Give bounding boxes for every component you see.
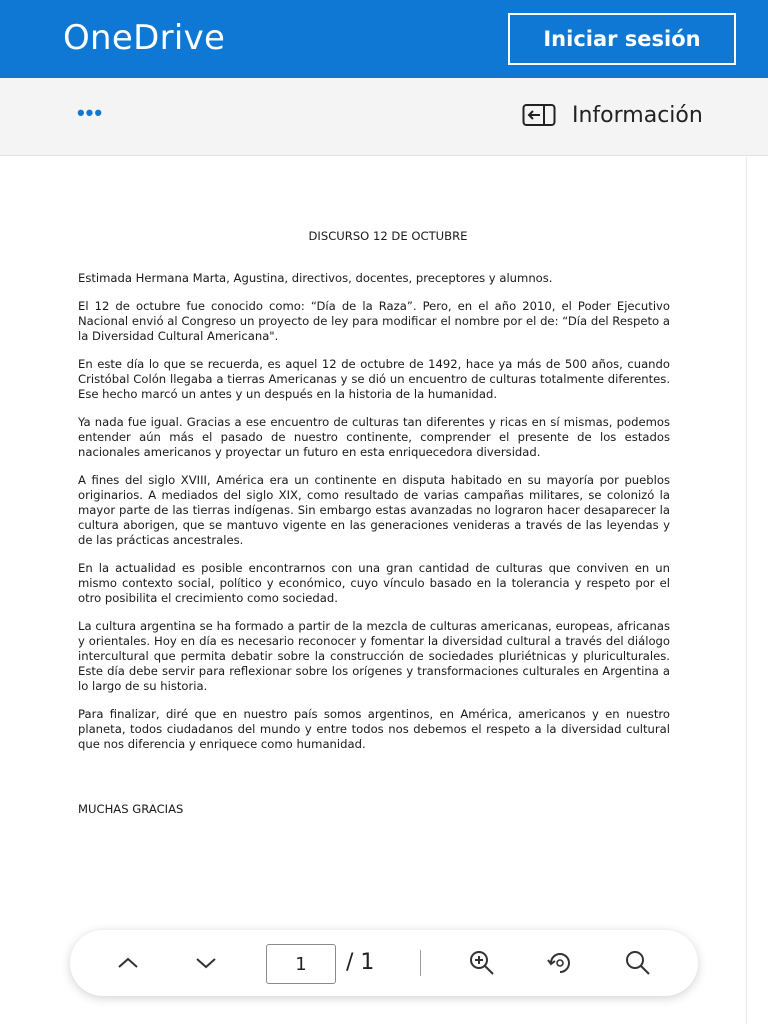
search-icon bbox=[624, 949, 652, 977]
document-paragraph: Ya nada fue igual. Gracias a ese encuentro de culturas tan diferentes y ricas en sí mismas, podemos entender aún más el pasado de nuestro continente, comprender el presente de los estados nacionales americanos y proyectar un futuro en esta enriquecedora diversidad. bbox=[78, 415, 670, 459]
document-paragraph: A fines del siglo XVIII, América era un continente en disputa habitado en su mayoría por pueblos originarios. A mediados del siglo XIX, como resultado de varias campañas militares, se colonizó la mayor parte de las tierras indígenas. Sin embargo estas avanzadas no lograron hacer desaparecer la cultura aborigen, que se mantuvo vigente en las generaciones venideras a través de las leyendas y de las prácticas ancestrales. bbox=[78, 473, 670, 547]
document-paragraph: La cultura argentina se ha formado a partir de la mezcla de culturas americanas, europeas, africanas y orientales. Hoy en día es necesario reconocer y fomentar la diversidad cultural a través del diálogo intercultural que permita debatir sobre la construcción de sociedades pluriétnicas y pluriculturales. Este día debe servir para reflexionar sobre los orígenes y transformaciones culturales en Argentina a lo largo de su historia. bbox=[78, 619, 670, 693]
sign-in-button[interactable]: Iniciar sesión bbox=[508, 13, 736, 65]
search-button[interactable] bbox=[618, 943, 658, 983]
onedrive-logo-text[interactable]: OneDrive bbox=[63, 18, 226, 58]
more-options-button[interactable]: ••• bbox=[76, 100, 104, 125]
chevron-up-icon bbox=[114, 949, 142, 977]
top-header bbox=[0, 0, 768, 78]
viewer-toolbar bbox=[70, 930, 698, 996]
page-number-input[interactable] bbox=[266, 944, 336, 984]
zoom-in-icon bbox=[468, 949, 496, 977]
rotate-button[interactable] bbox=[540, 943, 580, 983]
next-page-button[interactable] bbox=[186, 943, 226, 983]
document-title: DISCURSO 12 DE OCTUBRE bbox=[308, 229, 468, 243]
zoom-in-button[interactable] bbox=[462, 943, 502, 983]
page-total: / 1 bbox=[346, 950, 375, 975]
document-paragraph: Para finalizar, diré que en nuestro país somos argentinos, en América, americanos y en nuestro planeta, todos ciudadanos del mundo y entre todos nos debemos el respeto a la diversidad cultural que nos diferencia y enriquece como humanidad. bbox=[78, 707, 670, 751]
document-paragraph: En la actualidad es posible encontrarnos con una gran cantidad de culturas que conviven en un mismo contexto social, político y económico, cuyo vínculo basado en la tolerancia y respeto por el otro posibilita el crecimiento como sociedad. bbox=[78, 561, 670, 605]
panel-icon bbox=[522, 103, 556, 127]
document-page bbox=[0, 157, 747, 1024]
information-label: Información bbox=[572, 102, 703, 128]
toolbar-divider bbox=[420, 950, 421, 976]
document-paragraph: En este día lo que se recuerda, es aquel 12 de octubre de 1492, hace ya más de 500 años, cuando Cristóbal Colón llegaba a tierras Americanas y se dió un encuentro de culturas totalmente diferentes. Ese hecho marcó un antes y un después en la historia de la humanidad. bbox=[78, 357, 670, 401]
previous-page-button[interactable] bbox=[108, 943, 148, 983]
document-paragraph: Estimada Hermana Marta, Agustina, directivos, docentes, preceptores y alumnos. bbox=[78, 271, 553, 285]
chevron-down-icon bbox=[192, 949, 220, 977]
document-content bbox=[78, 229, 670, 830]
command-bar bbox=[0, 78, 768, 156]
document-paragraph: El 12 de octubre fue conocido como: “Día de la Raza”. Pero, en el año 2010, el Poder Ejecutivo Nacional envió al Congreso un proyecto de ley para modificar el nombre por el de: “Día del Respeto a la Diversidad Cultural Americana". bbox=[78, 299, 670, 343]
information-button[interactable] bbox=[522, 98, 703, 132]
document-closing: MUCHAS GRACIAS bbox=[78, 802, 184, 816]
rotate-icon bbox=[546, 949, 574, 977]
